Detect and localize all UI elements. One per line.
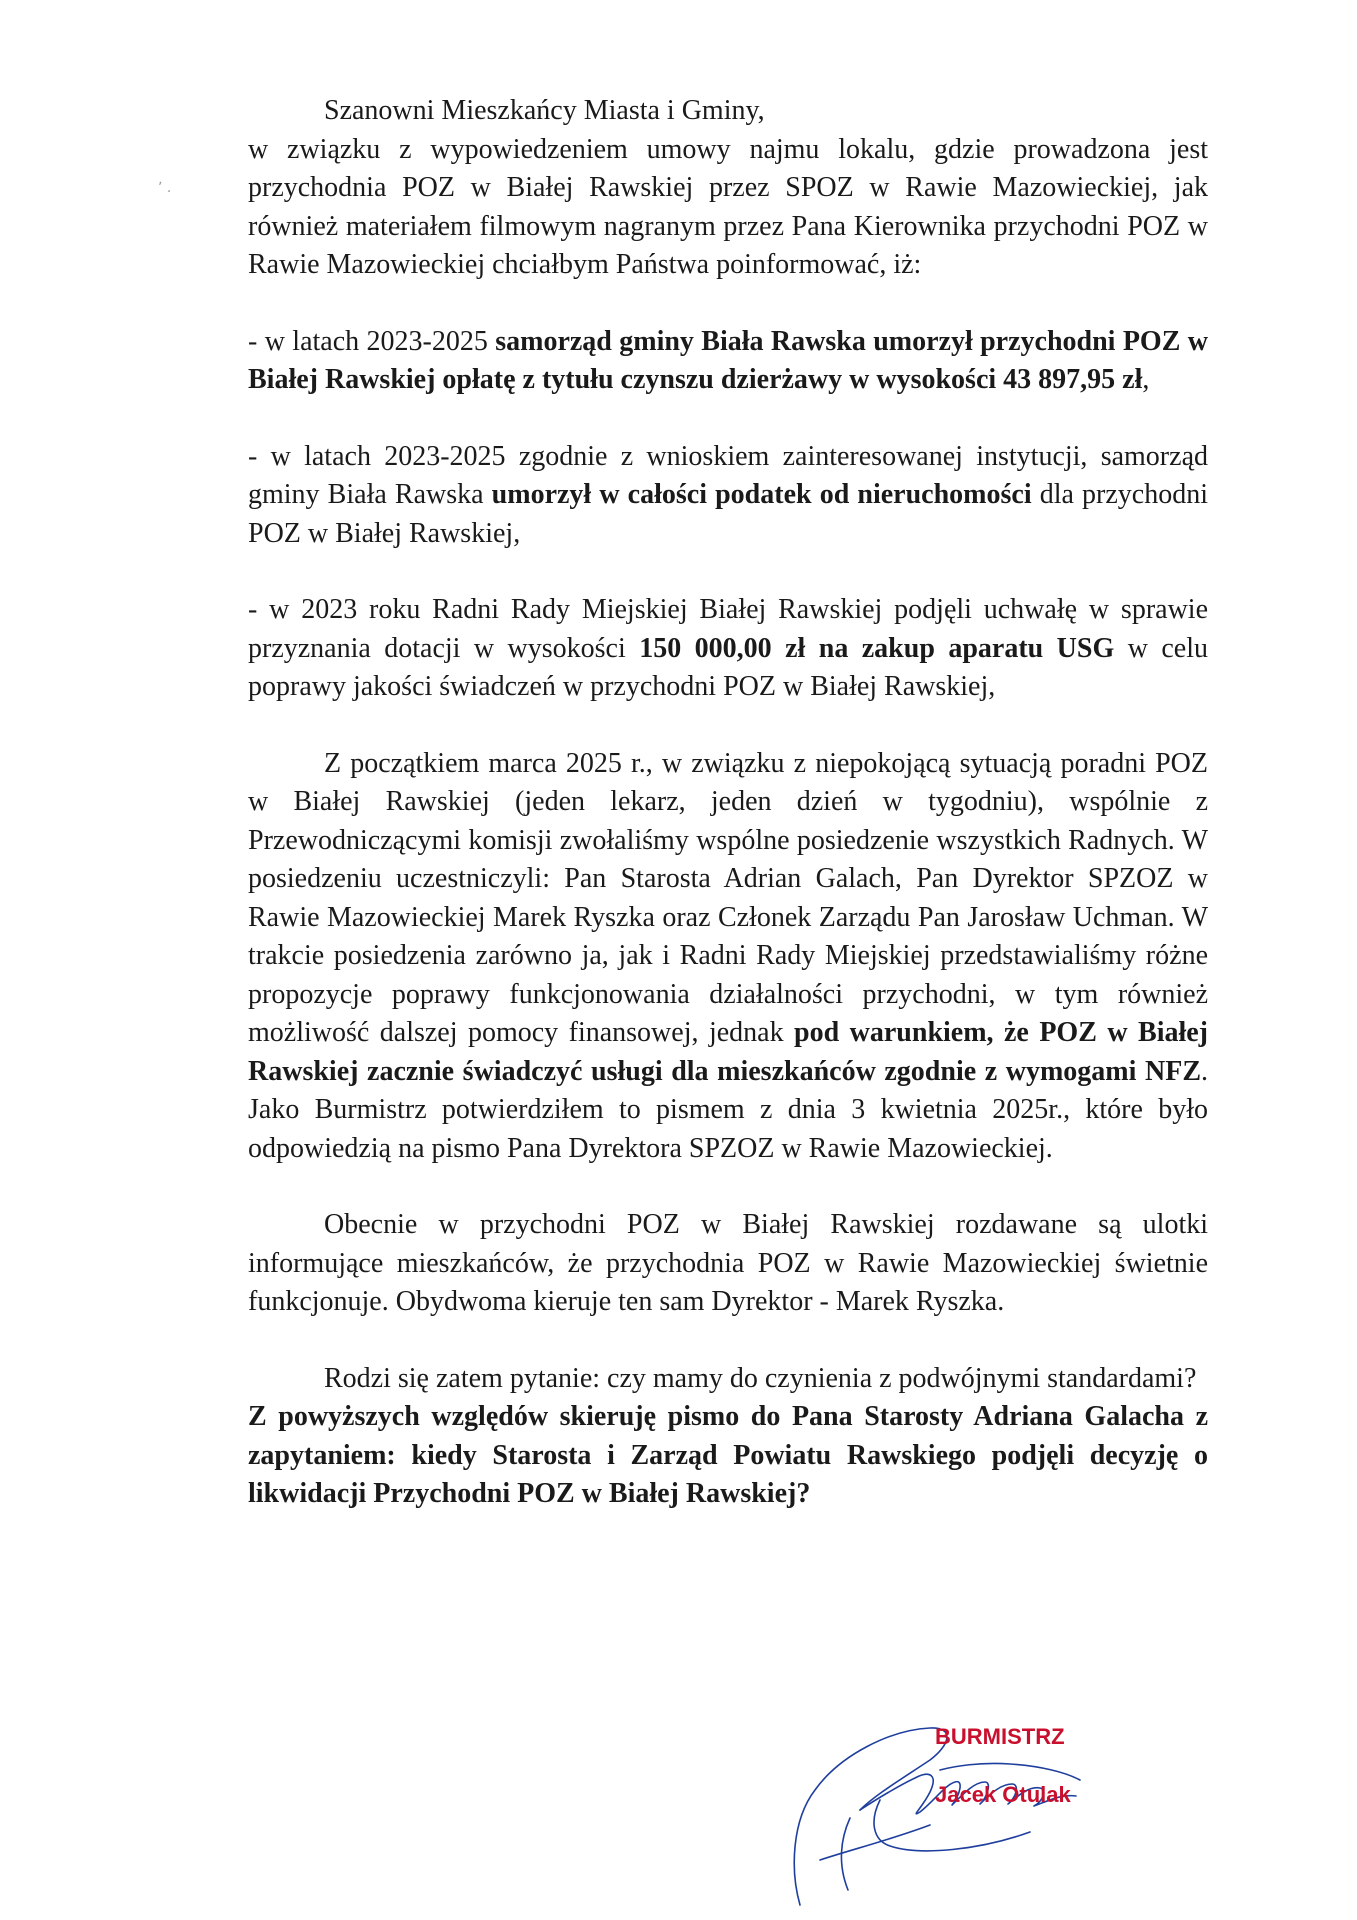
list-item-tax [248, 438, 1208, 554]
list-item-grant-tail: w celu poprawy jakości świadczeń w przychodni POZ w Białej Rawskiej, [248, 632, 1209, 702]
list-item-rent-bold: samorząd gminy Biała Rawska umorzył przychodni POZ w Białej Rawskiej opłatę z tytułu czynszu dzierżawy w wysokości 43 897,95 zł [248, 325, 1208, 395]
list-item-tax-bold: umorzył w całości podatek od nieruchomości [491, 479, 1032, 510]
list-item-grant [248, 591, 1208, 707]
intro-paragraph: w związku z wypowiedzeniem umowy najmu lokalu, gdzie prowadzona jest przychodnia POZ w Białej Rawskiej przez SPOZ w Rawie Mazowieckiej, jak również materiałem filmowym nagranym przez Pana Kierownika przychodni POZ w Rawie Mazowieckiej chciałbym Państwa poinformować, iż: [248, 133, 1208, 280]
stamp-name: Jacek Otulak [935, 1782, 1071, 1807]
list-item-grant-lead: - w 2023 roku Radni Rady Miejskiej Białej Rawskiej podjęli uchwałę w sprawie przyznania dotacji w wysokości [248, 594, 1208, 664]
salutation: Szanowni Mieszkańcy Miasta i Gminy, [324, 95, 765, 126]
scan-mark: ʼ . [158, 180, 172, 196]
list-item-rent-lead: - w latach 2023-2025 [248, 325, 496, 357]
paragraph-march-bold: pod warunkiem, że POZ w Białej Rawskiej zacznie świadczyć usługi dla mieszkańców zgodnie z wymogami NFZ [248, 1017, 1208, 1087]
paragraph-march-meeting [248, 745, 1208, 1169]
list-item-tax-lead: - w latach 2023-2025 zgodnie z wnioskiem zainteresowanej instytucji, samorząd gminy Biała Rawska [248, 440, 1208, 510]
stamp-title: BURMISTRZ [935, 1724, 1065, 1749]
list-item-grant-bold: 150 000,00 zł na zakup aparatu USG [639, 632, 1115, 664]
list-item-rent-tail: , [1142, 364, 1150, 395]
letter-body [248, 92, 1208, 1514]
paragraph-march-lead: Z początkiem marca 2025 r., w związku z niepokojącą sytuacją poradni POZ w Białej Rawskiej (jeden lekarz, jeden dzień w tygodniu), wspólnie z Przewodniczącymi komisji zwołaliśmy wspólne posiedzenie wszystkich Radnych. W posiedzeniu uczestniczyli: Pan Starosta Adrian Galach, Pan Dyrektor SPZOZ w Rawie Mazowieckiej Marek Ryszka oraz Członek Zarządu Pan Jarosław Uchman. W trakcie posiedzenia zarówno ja, jak i Radni Rady Miejskiej przedstawialiśmy różne propozycje poprawy funkcjonowania działalności przychodni, w tym również możliwość dalszej pomocy finansowej, jednak [248, 747, 1208, 1048]
paragraph-leaflets: Obecnie w przychodni POZ w Białej Rawskiej rozdawane są ulotki informujące mieszkańców, że przychodnia POZ w Rawie Mazowieckiej świetnie funkcjonuje. Obydwoma kieruje ten sam Dyrektor - Marek Ryszka. [248, 1209, 1208, 1317]
list-item-tax-tail: dla przychodni POZ w Białej Rawskiej, [248, 479, 1209, 549]
paragraph-question: Rodzi się zatem pytanie: czy mamy do czynienia z podwójnymi standardami? [324, 1362, 1197, 1394]
closing-paragraph: Z powyższych względów skieruję pismo do Pana Starosty Adriana Galacha z zapytaniem: kiedy Starosta i Zarząd Powiatu Rawskiego podjęli decyzję o likwidacji Przychodni POZ w Białej Rawskiej? [248, 1401, 1208, 1509]
list-item-rent [248, 323, 1208, 400]
paragraph-march-tail: . Jako Burmistrz potwierdziłem to pismem z dnia 3 kwietnia 2025r., które było odpowiedzią na pismo Pana Dyrektora SPZOZ w Rawie Mazowieckiej. [248, 1055, 1208, 1164]
